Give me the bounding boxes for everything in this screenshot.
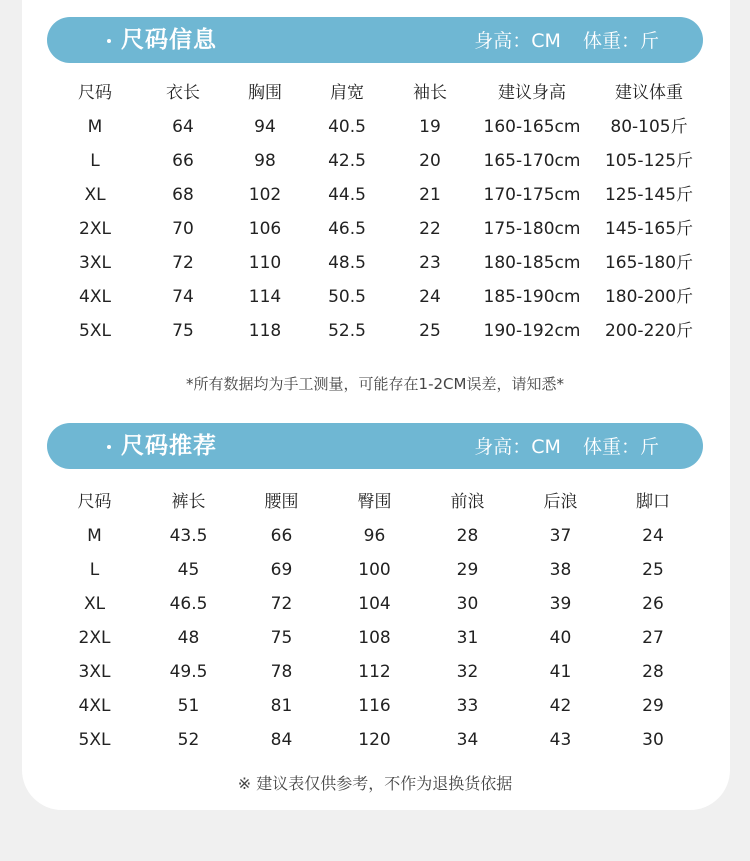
table-cell: 116 <box>358 696 391 716</box>
table-cell: 165-170cm <box>483 151 581 171</box>
column-header: 臀围 <box>357 492 392 512</box>
table-cell: 21 <box>419 185 441 205</box>
table-cell: 66 <box>270 526 293 546</box>
table-cell: 145-165斤 <box>604 219 694 239</box>
table-cell: 94 <box>254 117 276 137</box>
column-header: 尺码 <box>77 492 112 512</box>
column-header: 建议体重 <box>615 83 683 103</box>
table-cell: 20 <box>419 151 441 171</box>
table-cell: 120 <box>358 730 391 750</box>
table-cell: XL <box>84 185 106 205</box>
table-cell: 118 <box>248 321 282 341</box>
column-header: 建议身高 <box>498 83 566 103</box>
table-cell: M <box>87 117 103 137</box>
table-cell: 52.5 <box>328 321 366 341</box>
table-cell: 25 <box>419 321 441 341</box>
column-header: 尺码 <box>78 83 112 103</box>
table-cell: 40.5 <box>328 117 366 137</box>
table-row <box>47 655 699 689</box>
table-row <box>47 553 699 587</box>
table-cell: 75 <box>270 628 293 648</box>
table-cell: 3XL <box>78 662 111 682</box>
table-cell: 30 <box>642 730 664 750</box>
table-header-row <box>47 485 699 519</box>
column-header: 肩宽 <box>330 83 364 103</box>
table-row <box>47 689 699 723</box>
table-cell: 112 <box>358 662 391 682</box>
table-cell: 40 <box>549 628 572 648</box>
unit-weight-label: 体重：斤 <box>582 30 659 52</box>
table-cell: 96 <box>363 526 386 546</box>
table-cell: 106 <box>248 219 282 239</box>
size-recommend-banner <box>47 423 703 469</box>
table-cell: 114 <box>248 287 282 307</box>
table-cell: 52 <box>177 730 200 750</box>
table-cell: 39 <box>549 594 572 614</box>
table-cell: 49.5 <box>169 662 208 682</box>
table-cell: 200-220斤 <box>604 321 694 341</box>
table-cell: 180-200斤 <box>604 287 694 307</box>
table-cell: 84 <box>270 730 293 750</box>
size-info-title: 尺码信息 <box>121 27 217 53</box>
table-cell: 29 <box>642 696 664 716</box>
table-cell: 4XL <box>79 287 111 307</box>
table-cell: 27 <box>642 628 664 648</box>
table-cell: 72 <box>172 253 194 273</box>
table-cell: 46.5 <box>169 594 208 614</box>
table-cell: 81 <box>270 696 293 716</box>
table-cell: 125-145斤 <box>604 185 694 205</box>
table-row <box>47 144 707 178</box>
table-cell: 44.5 <box>328 185 366 205</box>
size-info-table <box>47 76 707 348</box>
table-cell: 34 <box>456 730 479 750</box>
table-row <box>47 723 699 757</box>
table-row <box>47 621 699 655</box>
table-cell: 108 <box>358 628 391 648</box>
table-cell: 98 <box>254 151 276 171</box>
table-cell: 110 <box>248 253 282 273</box>
table-cell: 100 <box>358 560 391 580</box>
table-row <box>47 587 699 621</box>
table-cell: 30 <box>456 594 479 614</box>
table-cell: 24 <box>642 526 664 546</box>
table-cell: 25 <box>642 560 664 580</box>
measurement-note: *所有数据均为手工测量，可能存在1-2CM误差，请知悉* <box>186 375 564 393</box>
table-cell: 180-185cm <box>483 253 581 273</box>
column-header: 腰围 <box>264 492 299 512</box>
reference-note: ※ 建议表仅供参考，不作为退换货依据 <box>237 774 513 793</box>
unit-height-label: 身高：CM <box>474 436 561 458</box>
table-cell: 29 <box>456 560 479 580</box>
table-row <box>47 212 707 246</box>
table-cell: 38 <box>549 560 572 580</box>
table-cell: 42 <box>549 696 572 716</box>
table-cell: 69 <box>270 560 293 580</box>
table-cell: 2XL <box>78 628 111 648</box>
unit-weight-label: 体重：斤 <box>582 436 659 458</box>
table-header-row <box>47 76 707 110</box>
table-cell: 41 <box>549 662 572 682</box>
column-header: 袖长 <box>413 83 447 103</box>
table-cell: 70 <box>172 219 194 239</box>
table-cell: 22 <box>419 219 441 239</box>
table-row <box>47 178 707 212</box>
table-cell: 68 <box>172 185 194 205</box>
table-cell: 45 <box>177 560 200 580</box>
size-recommend-title: 尺码推荐 <box>121 433 217 459</box>
table-cell: 78 <box>270 662 293 682</box>
table-cell: 80-105斤 <box>610 117 688 137</box>
table-cell: 5XL <box>78 730 111 750</box>
table-cell: 31 <box>456 628 479 648</box>
column-header: 前浪 <box>450 492 485 512</box>
table-cell: L <box>90 151 100 171</box>
size-info-banner <box>47 17 703 63</box>
table-cell: 43.5 <box>169 526 208 546</box>
table-cell: 160-165cm <box>483 117 581 137</box>
table-cell: 32 <box>456 662 479 682</box>
column-header: 脚口 <box>636 492 670 512</box>
table-cell: 104 <box>358 594 391 614</box>
table-cell: 66 <box>172 151 194 171</box>
table-row <box>47 280 707 314</box>
table-cell: 42.5 <box>328 151 366 171</box>
size-recommend-units <box>474 423 659 469</box>
table-cell: 105-125斤 <box>604 151 694 171</box>
table-row <box>47 519 699 553</box>
unit-height-label: 身高：CM <box>474 30 561 52</box>
table-row <box>47 110 707 144</box>
table-cell: 48.5 <box>328 253 366 273</box>
table-cell: 5XL <box>79 321 111 341</box>
table-cell: 185-190cm <box>483 287 581 307</box>
table-cell: 43 <box>549 730 572 750</box>
table-cell: 51 <box>177 696 200 716</box>
table-cell: 23 <box>419 253 441 273</box>
table-cell: 33 <box>456 696 479 716</box>
table-cell: 28 <box>456 526 479 546</box>
table-cell: 26 <box>642 594 664 614</box>
table-cell: 75 <box>172 321 194 341</box>
table-row <box>47 246 707 280</box>
table-cell: 19 <box>419 117 441 137</box>
column-header: 胸围 <box>248 83 282 103</box>
size-recommend-table <box>47 485 699 757</box>
table-cell: 64 <box>172 117 194 137</box>
table-cell: 48 <box>177 628 200 648</box>
table-cell: 74 <box>172 287 194 307</box>
table-cell: 24 <box>419 287 441 307</box>
table-cell: 28 <box>642 662 664 682</box>
table-cell: 4XL <box>78 696 111 716</box>
size-info-units <box>474 17 659 63</box>
table-cell: 50.5 <box>328 287 366 307</box>
table-cell: 37 <box>549 526 572 546</box>
table-cell: 3XL <box>79 253 111 273</box>
table-cell: 102 <box>248 185 282 205</box>
column-header: 裤长 <box>171 492 206 512</box>
table-cell: 46.5 <box>328 219 366 239</box>
table-cell: XL <box>83 594 106 614</box>
column-header: 后浪 <box>543 492 578 512</box>
table-cell: M <box>87 526 102 546</box>
table-cell: 72 <box>270 594 293 614</box>
table-row <box>47 314 707 348</box>
table-cell: L <box>89 560 100 580</box>
table-cell: 190-192cm <box>483 321 581 341</box>
column-header: 衣长 <box>166 83 200 103</box>
table-cell: 165-180斤 <box>604 253 694 273</box>
table-cell: 175-180cm <box>483 219 581 239</box>
table-cell: 170-175cm <box>483 185 581 205</box>
table-cell: 2XL <box>79 219 111 239</box>
